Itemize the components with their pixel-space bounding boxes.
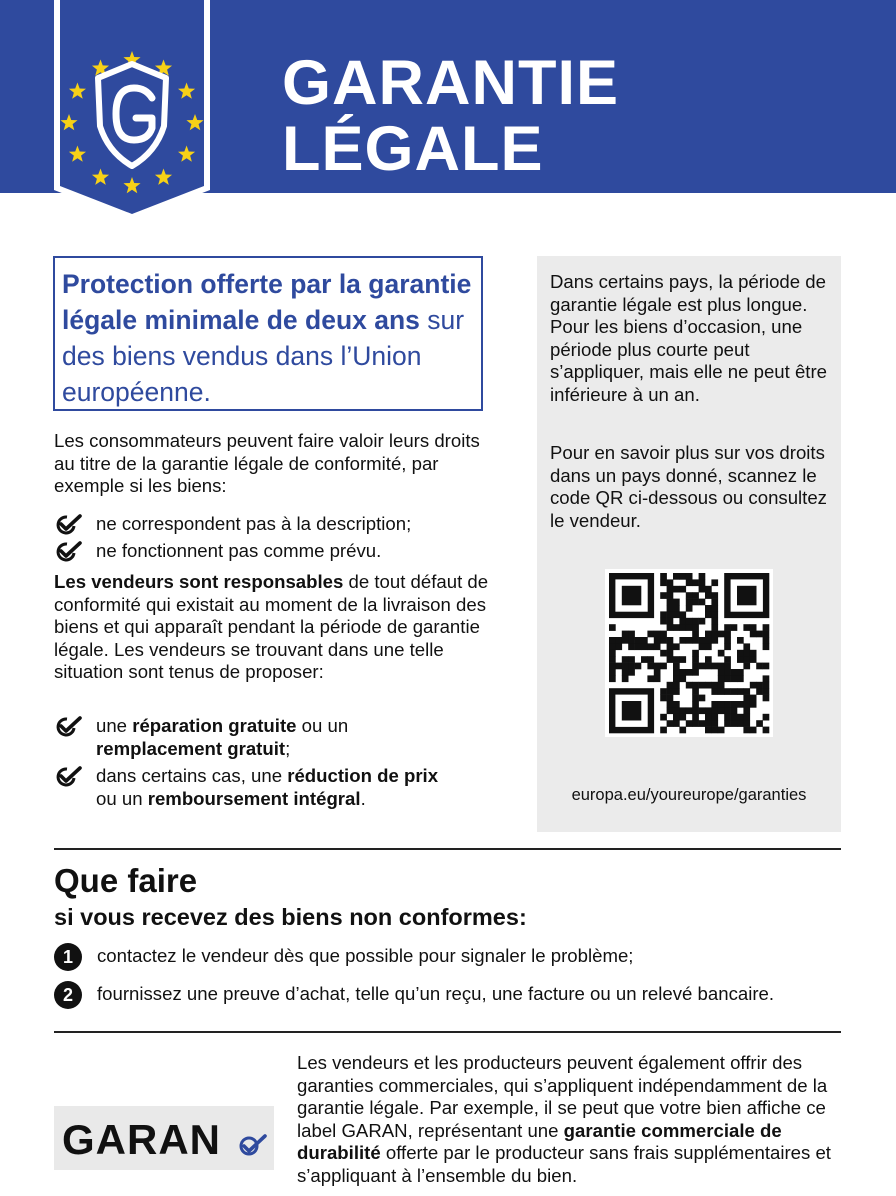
info-url[interactable]: europa.eu/youreurope/garanties bbox=[571, 786, 807, 804]
page-title bbox=[282, 50, 619, 182]
step-number-badge: 1 bbox=[54, 943, 82, 971]
protection-box bbox=[53, 256, 483, 411]
protection-regular-text: sur des biens vendus dans l’Union européenne. bbox=[62, 305, 465, 407]
step-number-badge: 2 bbox=[54, 981, 82, 1009]
check-badge-icon bbox=[54, 765, 82, 787]
check-badge-icon bbox=[54, 540, 82, 562]
section-divider bbox=[54, 1031, 841, 1033]
title-line-2: LÉGALE bbox=[282, 114, 544, 184]
section-divider bbox=[54, 848, 841, 850]
side-paragraph-1: Dans certains pays, la période de garantie légale est plus longue. Pour les biens d’occasion, une période plus courte peut s’appliquer, mais elle ne peut être inférieure à un an. bbox=[550, 271, 828, 405]
garan-check-icon bbox=[238, 1133, 268, 1157]
side-paragraph-2: Pour en savoir plus sur vos droits dans un pays donné, scannez le code QR ci-dessous ou consultez le vendeur. bbox=[550, 442, 827, 531]
sellers-bold-text: Les vendeurs sont responsables bbox=[54, 571, 344, 592]
check-badge-icon bbox=[54, 513, 82, 535]
commercial-guarantee-paragraph: Les vendeurs et les producteurs peuvent également offrir des garanties commerciales, qui s’appliquent indépendamment de la garantie légale. Par exemple, il se peut que votre bien affiche ce label GARAN, représentant une garantie commerciale de durabilité offerte par le producteur sans frais supplémentaires et s’appliquant à l’ensemble du bien. bbox=[297, 1052, 831, 1186]
qr-code[interactable] bbox=[605, 569, 773, 737]
intro-paragraph: Les consommateurs peuvent faire valoir leurs droits au titre de la garantie légale de conformité, par exemple si les biens: bbox=[54, 430, 480, 496]
remedy-text: une réparation gratuite ou un remplacement gratuit; bbox=[96, 715, 349, 759]
sellers-rest-text: de tout défaut de conformité qui existait au moment de la livraison des biens et qui apparaît pendant la période de garantie légale. Les vendeurs se trouvant dans une telle situation sont tenus de proposer: bbox=[54, 571, 489, 682]
eu-shield-g-icon bbox=[52, 0, 212, 222]
check-badge-icon bbox=[54, 715, 82, 737]
protection-bold-text: Protection offerte par la garantie légale minimale de deux ans bbox=[62, 269, 472, 335]
condition-text: ne fonctionnent pas comme prévu. bbox=[96, 540, 382, 561]
title-line-1: GARANTIE bbox=[282, 48, 619, 118]
garan-label-word: GARAN bbox=[62, 1116, 221, 1163]
step-text: contactez le vendeur dès que possible pour signaler le problème; bbox=[97, 945, 634, 966]
sellers-paragraph bbox=[54, 571, 494, 684]
section-subtitle: si vous recevez des biens non conformes: bbox=[54, 904, 527, 930]
section-title: Que faire bbox=[54, 862, 198, 899]
info-side-panel bbox=[537, 256, 841, 832]
garan-label bbox=[54, 1106, 274, 1170]
condition-text: ne correspondent pas à la description; bbox=[96, 513, 412, 534]
step-text: fournissez une preuve d’achat, telle qu’un reçu, une facture ou un relevé bancaire. bbox=[97, 983, 775, 1004]
remedy-text: dans certains cas, une réduction de prix ou un remboursement intégral. bbox=[96, 765, 439, 809]
